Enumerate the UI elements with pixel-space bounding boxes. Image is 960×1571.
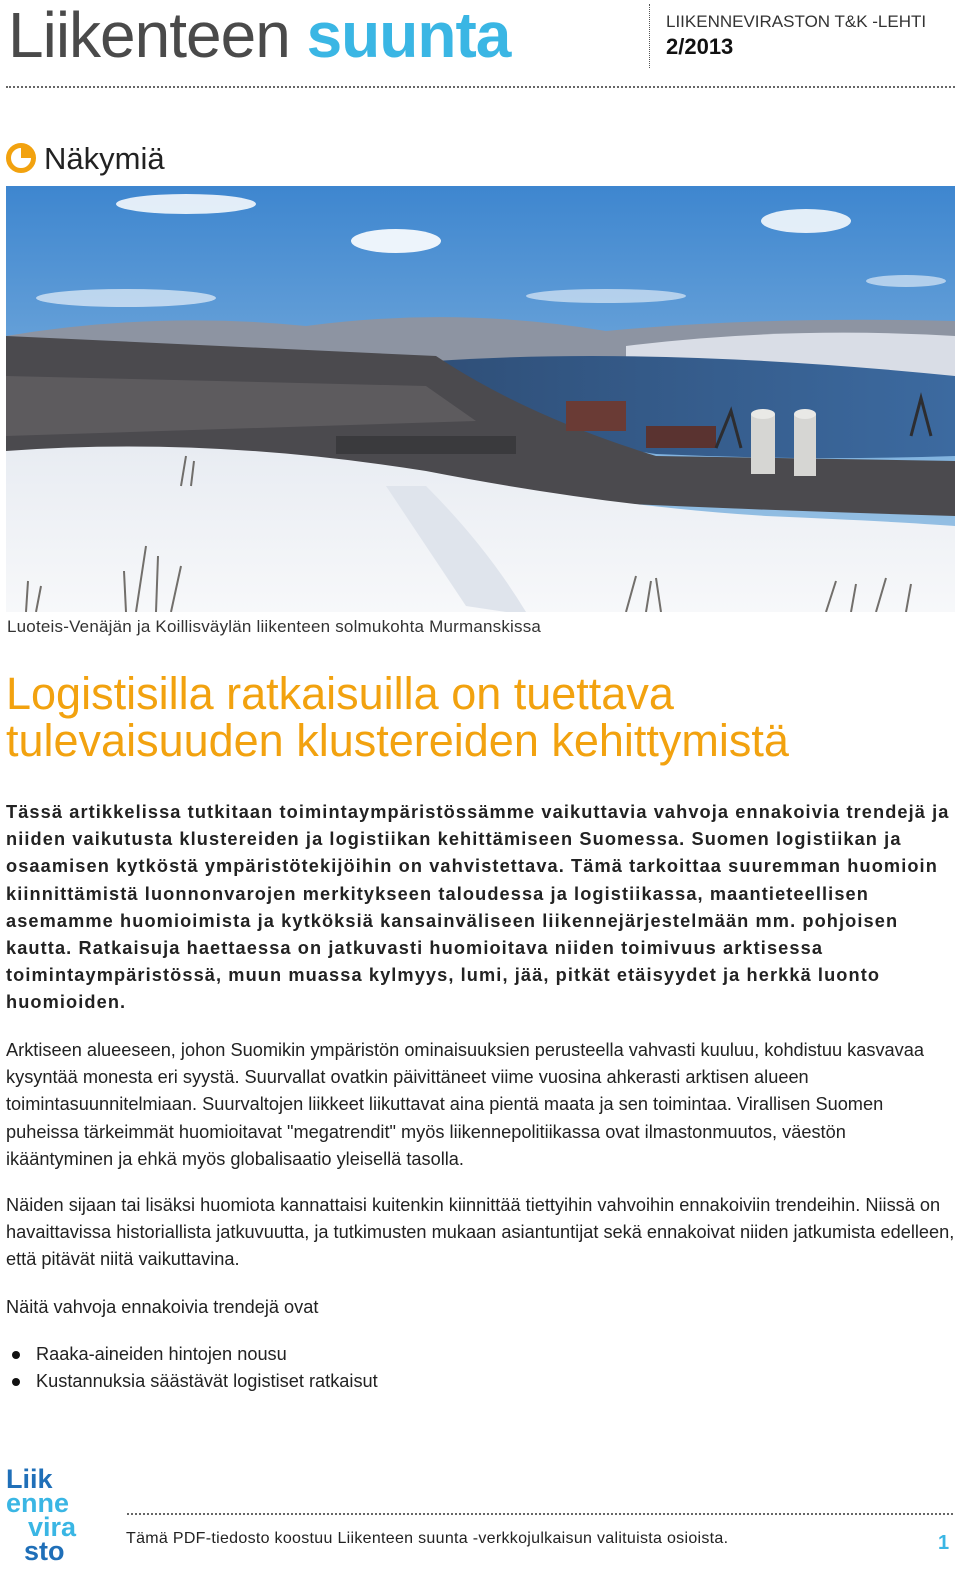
issue-number: 2/2013 [666, 34, 734, 59]
headline-line-2: tulevaisuuden klustereiden kehittymistä [6, 715, 789, 766]
liikennevirasto-logo [6, 1466, 96, 1562]
harbour-photo [6, 186, 955, 612]
masthead [8, 0, 510, 72]
publication-name: LIIKENNEVIRASTON T&K -LEHTI [666, 12, 927, 31]
trend-list [6, 1341, 378, 1395]
page-number: 1 [938, 1532, 950, 1554]
header-rule [6, 86, 955, 88]
headline-line-1: Logistisilla ratkaisuilla on tuettava [6, 668, 674, 719]
bullet-icon [12, 1351, 20, 1359]
section-title: Näkymiä [44, 141, 165, 176]
bullet-icon [12, 1378, 20, 1386]
header-divider [649, 4, 650, 68]
footer-rule [127, 1513, 953, 1515]
logo-line-2: enne [6, 1488, 70, 1518]
masthead-part1: Liikenteen [8, 0, 290, 71]
article-lead: Tässä artikkelissa tutkitaan toimintaympäristössämme vaikuttavia vahvoja ennakoivia trendejä ja niiden vaikutusta klustereiden ja logistiikan kehittämiseen Suomessa. Suomen logistiikan ja osaamisen kytköstä ympäristötekijöihin on vahvistettava. Tämä tarkoittaa suuremman huomioin kiinnittämistä luonnonvarojen merkitykseen taloudessa ja logistiikassa, maantieteellisen asemamme huomioimista ja kytköksiä kansainväliseen liikennejärjestelmään mm. pohjoisen kautta. Ratkaisuja haettaessa on jatkuvasti huomioitava niiden toimivuus arktisessa toimintaympäristössä, muun muassa kylmyys, lumi, jää, pitkät etäisyydet ja herkkä luonto huomioiden. [6, 802, 950, 1013]
logo-line-4: sto [24, 1536, 65, 1562]
article-headline [6, 670, 946, 764]
footer-note: Tämä PDF-tiedosto koostuu Liikenteen suunta -verkkojulkaisun valituista osioista. [126, 1530, 729, 1547]
list-item-text: Raaka-aineiden hintojen nousu [36, 1344, 287, 1364]
photo-caption: Luoteis-Venäjän ja Koillisväylän liikenteen solmukohta Murmanskissa [7, 617, 542, 636]
masthead-part2: suunta [306, 0, 511, 71]
logo-line-1: Liik [6, 1466, 53, 1494]
body-paragraph-2: Näiden sijaan tai lisäksi huomiota kannattaisi kuitenkin kiinnittää tiettyihin vahvoihin ennakoiviin trendeihin. Niissä on havaittavissa historiallista jatkuvuutta, ja tutkimusten mukaan asiantuntijat sekä ennakoivat niiden jatkumista edelleen, että pitävät niitä vaikuttavina. [6, 1195, 955, 1270]
list-item [6, 1341, 378, 1368]
list-item [6, 1368, 378, 1395]
list-item-text: Kustannuksia säästävät logistiset ratkaisut [36, 1371, 378, 1392]
section-marker-icon [6, 143, 36, 173]
body-paragraph-1: Arktiseen alueeseen, johon Suomikin ympäristön ominaisuuksien perusteella vahvasti kuuluu, kohdistuu kasvavaa kysyntää monesta eri syystä. Suurvallat ovatkin päivittäneet viime vuosina ahkerasti arktisen alueen toimintasuunnitelmiaan. Suurvaltojen liikkeet liikuttavat aina pientä maata ja sen toimintaa. Virallisen Suomen puheissa tärkeimmät huomioitavat "megatrendit" myös liikennepolitiikassa ovat ilmastonmuutos, väestön ikääntyminen ja ehkä myös globalisaatio yleisellä tasolla. [6, 1040, 924, 1169]
logo-line-3: vira [28, 1512, 77, 1542]
body-paragraph-3: Näitä vahvoja ennakoivia trendejä ovat [6, 1297, 319, 1317]
